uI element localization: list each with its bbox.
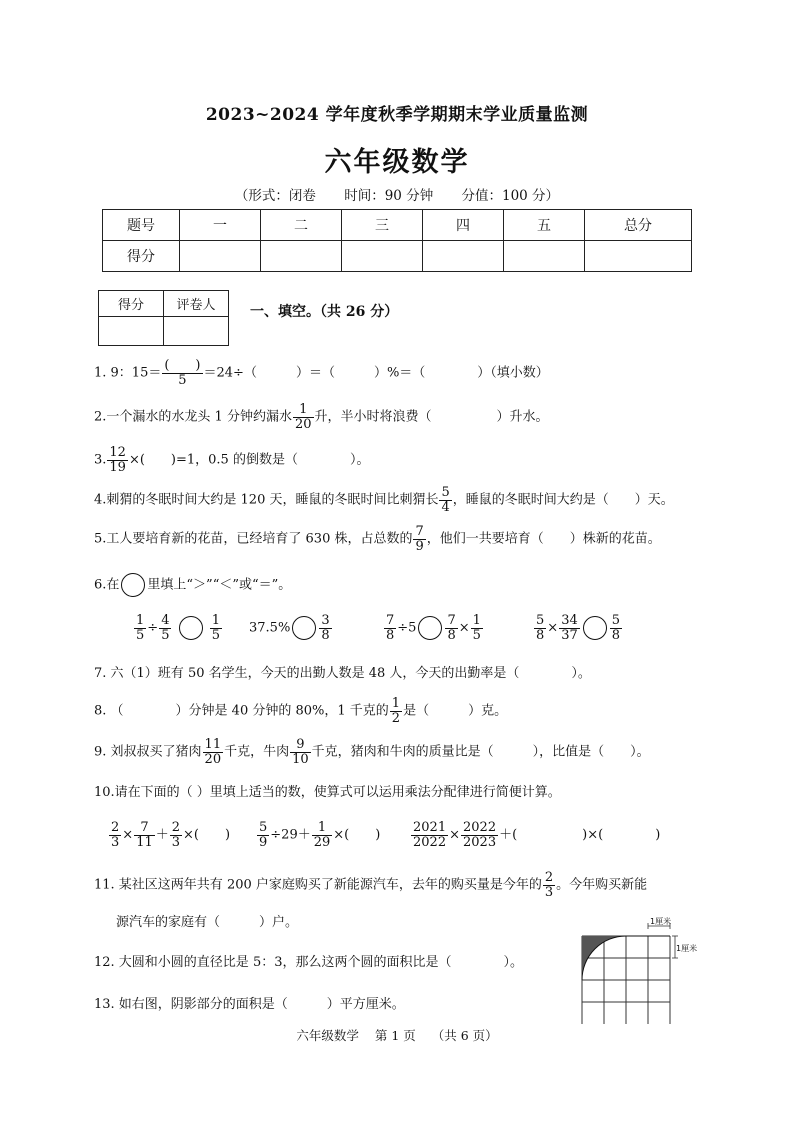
question-4 [94,486,674,514]
q1-text-rest: ＝24÷（ ）＝（ ）%＝（ ）（填小数） [203,365,549,381]
exam-meta [0,184,794,204]
grader-box [98,290,229,346]
compare-item-4: $\frac{5}{8}$ × $\frac{34}{37}$ $\frac{5}{8}$ [536,613,621,643]
question-11-cont: 源汽车的家庭有（ ）户。 [116,915,299,930]
q9-text: 9. 刘叔叔买了猪肉 [94,744,202,760]
q1-fraction: $\frac{( )}{5}$ [164,358,201,388]
q4-text-rest: ，睡鼠的冬眠时间大约是（ ）天。 [452,492,674,508]
score-table-score-row [103,241,692,272]
q9-fraction-beef: $\frac{9}{10}$ [292,737,309,767]
q9-text-rest: 千克，猪肉和牛肉的质量比是（ ），比值是（ ）。 [311,744,650,760]
score-header-cell: 总分 [585,210,692,241]
footer-page: 第 1 页 [374,1028,416,1043]
q2-text-rest: 升，半小时将浪费（ ）升水。 [314,409,549,425]
compare-circle[interactable] [583,616,607,640]
q2-fraction: $\frac{1}{20}$ [294,402,312,432]
score-table-header-row [103,210,692,241]
score-cell[interactable] [585,241,692,272]
question-10: 10.请在下面的（ ）里填上适当的数，使算式可以运用乘法分配律进行简便计算。 [94,785,561,800]
score-header-cell: 二 [261,210,342,241]
question-6 [94,573,291,597]
question-9: 9. 刘叔叔买了猪肉 $\frac{11}{20}$ 千克，牛肉 $\frac{9}{10}$ 千克，猪肉和牛肉的质量比是（ ），比值是（ ）。 [94,737,650,767]
q3-text: 3. [94,452,107,468]
grader-name-label: 评卷人 [164,291,229,317]
question-7: 7. 六（1）班有 50 名学生，今天的出勤人数是 48 人，今天的出勤率是（ ）。 [94,666,591,681]
exam-duration: 时间：90 分钟 [344,188,434,204]
compare-circle[interactable] [292,616,316,640]
compare-item-2: 37.5% $\frac{3}{8}$ [249,613,330,643]
question-13: 13. 如右图，阴影部分的面积是（ ）平方厘米。 [94,997,405,1012]
expression-2: $\frac{5}{9}$ ÷29＋ $\frac{1}{29}$ ×( ) [259,820,381,850]
question-11 [94,871,647,899]
circle-icon [121,573,145,597]
expression-1: $\frac{2}{3}$ × $\frac{7}{11}$ ＋ $\frac{2}{3}$ ×( ) [111,820,231,850]
score-header-cell: 四 [423,210,504,241]
subject-title: 六年级数学 [324,147,470,178]
score-table [102,209,692,272]
footer-total: （共 6 页） [431,1028,498,1043]
exam-format: （形式：闭卷 [234,188,316,204]
q5-fraction: $\frac{7}{9}$ [415,524,424,554]
q8-text-rest: 是（ ）克。 [403,703,508,719]
footer-subject: 六年级数学 [296,1028,359,1043]
page-footer [0,1026,794,1044]
grader-name-cell[interactable] [164,317,229,346]
unit-label-top: 1厘米 [650,917,672,926]
question-3 [94,446,369,474]
q3-fraction: $\frac{12}{19}$ [109,445,126,475]
score-cell[interactable] [261,241,342,272]
score-cell[interactable] [423,241,504,272]
question-1 [94,359,549,387]
q6-text-rest: 里填上“＞”“＜”或“＝”。 [147,577,292,593]
q6-text: 6.在 [94,577,120,593]
q11-text-mid: 。今年购买新能 [556,877,648,893]
q8-text: 8. （ ）分钟是 40 分钟的 80%，1 千克的 [94,703,389,719]
q11-text: 11. 某社区这两年共有 200 户家庭购买了新能源汽车，去年的购买量是今年的 [94,877,542,893]
score-header-cell: 五 [504,210,585,241]
unit-label-side: 1厘米 [676,944,698,953]
compare-circle[interactable] [418,616,442,640]
score-row-label: 得分 [103,241,180,272]
question-8 [94,697,507,725]
score-header-cell: 题号 [103,210,180,241]
expression-3: $\frac{2021}{2022}$ × $\frac{2022}{2023}$ ＋( )×( ) [413,820,661,850]
q2-text: 2.一个漏水的水龙头 1 分钟约漏水 [94,409,292,425]
score-header-cell: 三 [342,210,423,241]
q4-text: 4.刺猬的冬眠时间大约是 120 天，睡鼠的冬眠时间比刺猬长 [94,492,439,508]
score-cell[interactable] [342,241,423,272]
shaded-quarter-circle-diagram [580,916,700,1024]
q1-text: 1. 9：15＝ [94,365,162,381]
compare-item-1: $\frac{1}{5}$ ÷ $\frac{4}{5}$ $\frac{1}{5}$ [136,613,221,643]
question-5 [94,525,661,553]
q5-text: 5.工人要培育新的花苗，已经培育了 630 株，占总数的 [94,531,413,547]
grader-score-label: 得分 [99,291,164,317]
q3-text-rest: ×( )=1，0.5 的倒数是（ ）。 [128,452,370,468]
question-2 [94,403,549,431]
section-title: 一、填空。（共 26 分） [250,304,399,320]
question-12: 12. 大圆和小圆的直径比是 5：3，那么这两个圆的面积比是（ ）。 [94,955,523,970]
q9-fraction-pork: $\frac{11}{20}$ [204,737,222,767]
score-header-cell: 一 [180,210,261,241]
compare-item-3: $\frac{7}{8}$ ÷5 $\frac{7}{8}$ × $\frac{1}{5}$ [386,613,481,643]
grader-score-cell[interactable] [99,317,164,346]
q11-fraction: $\frac{2}{3}$ [544,870,554,900]
grid-figure [580,916,700,1024]
q8-fraction: $\frac{1}{2}$ [391,696,401,726]
q5-text-rest: ，他们一共要培育（ ）株新的花苗。 [426,531,661,547]
score-cell[interactable] [504,241,585,272]
compare-circle[interactable] [179,616,203,640]
score-cell[interactable] [180,241,261,272]
q4-fraction: $\frac{5}{4}$ [441,485,450,515]
exam-title: 2023~2024 学年度秋季学期期末学业质量监测 [205,105,589,125]
exam-points: 分值：100 分） [461,188,560,204]
